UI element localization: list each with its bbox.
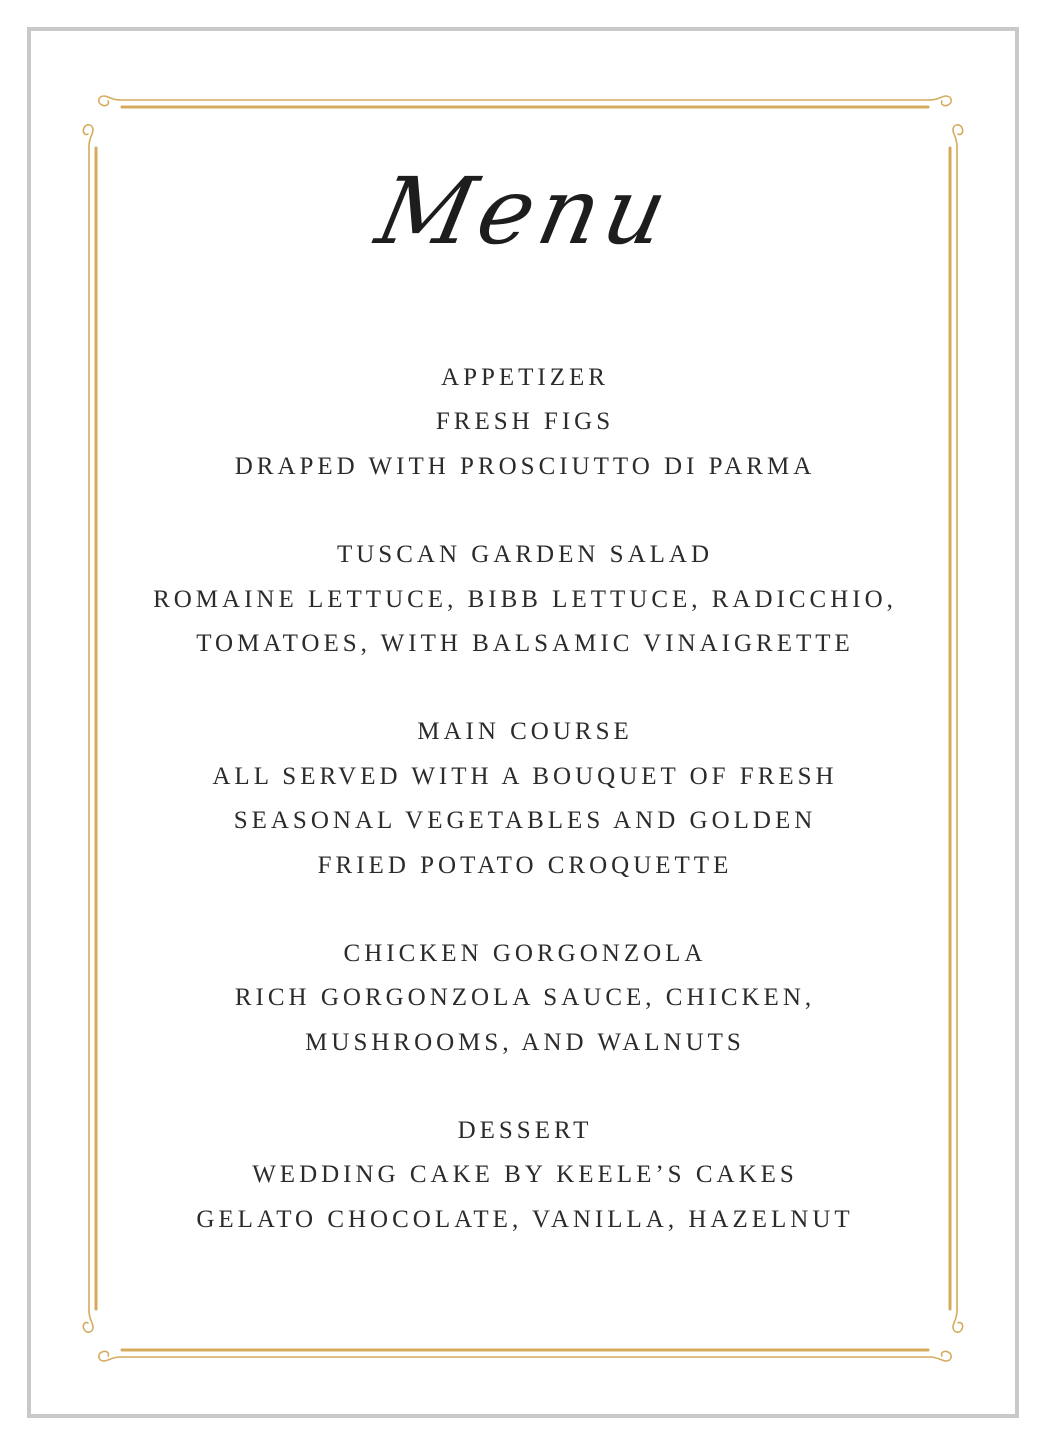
menu-line: WEDDING CAKE BY KEELE’S CAKES xyxy=(252,1161,798,1189)
menu-line: RICH GORGONZOLA SAUCE, CHICKEN, xyxy=(234,984,816,1012)
menu-line: MUSHROOMS, AND WALNUTS xyxy=(305,1028,745,1056)
menu-line: DRAPED WITH PROSCIUTTO DI PARMA xyxy=(234,452,816,480)
menu-line: SEASONAL VEGETABLES AND GOLDEN xyxy=(233,807,817,835)
section-chicken xyxy=(80,932,970,1065)
menu-line: FRIED POTATO CROQUETTE xyxy=(317,851,733,879)
section-main-course xyxy=(80,710,970,888)
menu-line: ALL SERVED WITH A BOUQUET OF FRESH xyxy=(212,762,838,790)
menu-line: ROMAINE LETTUCE, BIBB LETTUCE, RADICCHIO, xyxy=(153,585,897,613)
menu-title: Menu xyxy=(368,158,682,265)
section-heading: CHICKEN GORGONZOLA xyxy=(343,939,707,967)
menu-line: FRESH FIGS xyxy=(435,408,615,436)
menu-line: GELATO CHOCOLATE, VANILLA, HAZELNUT xyxy=(196,1205,854,1233)
section-heading: TUSCAN GARDEN SALAD xyxy=(336,541,713,569)
section-heading: MAIN COURSE xyxy=(417,718,633,746)
section-heading: APPETIZER xyxy=(441,364,609,391)
section-salad xyxy=(80,533,970,666)
section-appetizer xyxy=(80,356,970,489)
menu-line: TOMATOES, WITH BALSAMIC VINAIGRETTE xyxy=(196,629,854,657)
menu-body xyxy=(80,356,970,1286)
section-heading: DESSERT xyxy=(457,1117,593,1145)
section-dessert xyxy=(80,1109,970,1242)
